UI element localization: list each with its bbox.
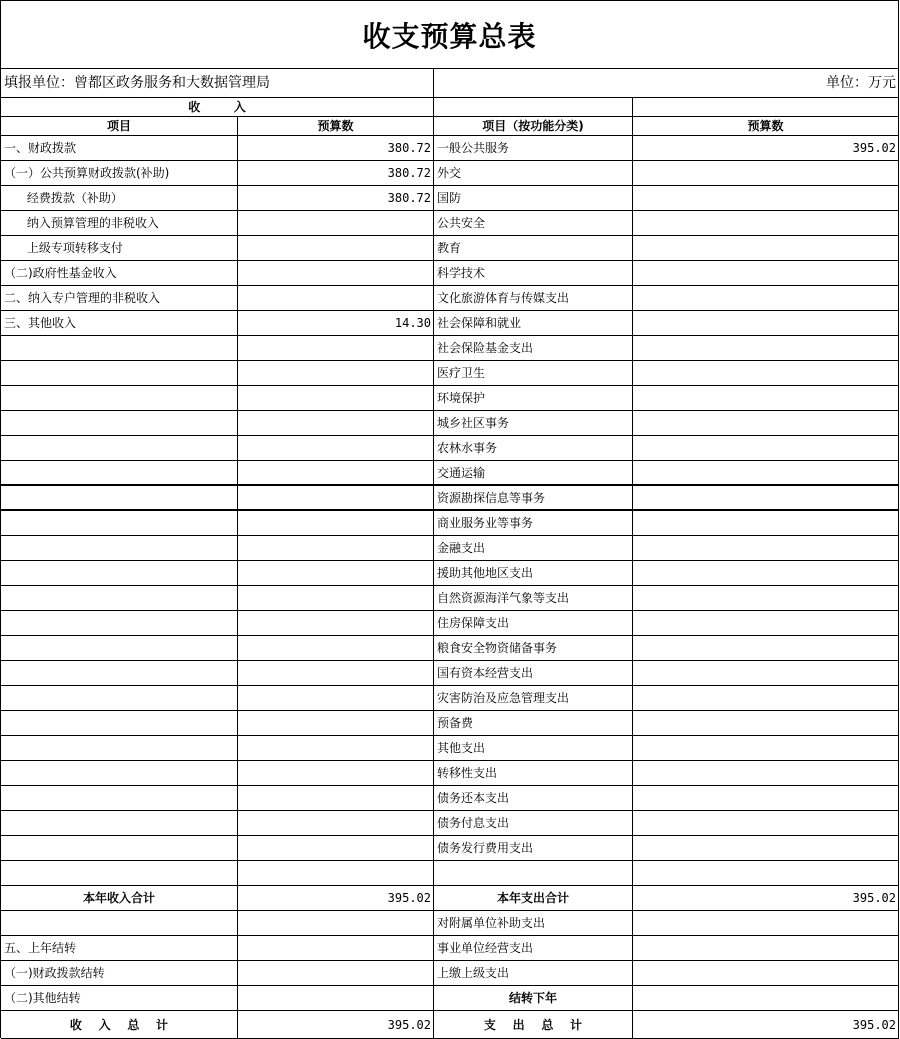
header-expense-item: 项目（按功能分类) — [434, 117, 633, 136]
expense-item-cell: 文化旅游体育与传媒支出 — [434, 286, 633, 311]
income-item-cell — [1, 786, 238, 811]
expense-amount-cell — [633, 386, 899, 411]
income-amount-cell — [238, 386, 434, 411]
expense-amount-cell: 395.02 — [633, 136, 899, 161]
income-amount-cell: 380.72 — [238, 186, 434, 211]
income-amount-cell — [238, 461, 434, 486]
income-amount-cell — [238, 661, 434, 686]
expense-item-cell: 自然资源海洋气象等支出 — [434, 586, 633, 611]
expense-item-cell: 社会保险基金支出 — [434, 336, 633, 361]
income-amount-cell — [238, 586, 434, 611]
income-item-cell: 上级专项转移支付 — [1, 236, 238, 261]
expense-item-cell: 一般公共服务 — [434, 136, 633, 161]
income-amount-cell: 395.02 — [238, 886, 434, 911]
expense-amount-cell — [633, 761, 899, 786]
expense-amount-cell — [633, 161, 899, 186]
expense-amount-cell — [633, 961, 899, 986]
income-amount-cell: 380.72 — [238, 161, 434, 186]
income-item-cell — [1, 336, 238, 361]
expense-amount-cell — [633, 911, 899, 936]
income-item-cell — [1, 611, 238, 636]
income-amount-cell: 395.02 — [238, 1011, 434, 1039]
expense-amount-cell — [633, 711, 899, 736]
expense-item-cell: 科学技术 — [434, 261, 633, 286]
income-amount-cell — [238, 961, 434, 986]
expense-item-cell: 医疗卫生 — [434, 361, 633, 386]
income-amount-cell — [238, 611, 434, 636]
expense-item-cell: 资源勘探信息等事务 — [434, 486, 633, 511]
expense-item-cell: 预备费 — [434, 711, 633, 736]
expense-item-cell: 交通运输 — [434, 461, 633, 486]
header-expense-amount: 预算数 — [633, 117, 899, 136]
blank-header-cell — [434, 98, 633, 117]
income-amount-cell — [238, 986, 434, 1011]
expense-amount-cell — [633, 186, 899, 211]
page-title: 收支预算总表 — [1, 1, 899, 69]
income-amount-cell — [238, 486, 434, 511]
expense-amount-cell — [633, 561, 899, 586]
income-item-cell — [1, 911, 238, 936]
header-income-item: 项目 — [1, 117, 238, 136]
income-amount-cell — [238, 361, 434, 386]
expense-amount-cell — [633, 736, 899, 761]
expense-amount-cell — [633, 336, 899, 361]
income-amount-cell — [238, 836, 434, 861]
expense-amount-cell — [633, 461, 899, 486]
expense-item-cell: 援助其他地区支出 — [434, 561, 633, 586]
income-item-cell: 三、其他收入 — [1, 311, 238, 336]
income-item-cell: （二)其他结转 — [1, 986, 238, 1011]
expense-amount-cell — [633, 936, 899, 961]
expense-amount-cell — [633, 511, 899, 536]
income-item-cell — [1, 686, 238, 711]
income-item-cell: 二、纳入专户管理的非税收入 — [1, 286, 238, 311]
expense-item-cell: 城乡社区事务 — [434, 411, 633, 436]
expense-amount-cell — [633, 661, 899, 686]
income-group-header: 收 入 — [1, 98, 434, 117]
income-amount-cell: 380.72 — [238, 136, 434, 161]
income-item-cell — [1, 861, 238, 886]
expense-item-cell: 环境保护 — [434, 386, 633, 411]
expense-item-cell: 金融支出 — [434, 536, 633, 561]
income-amount-cell — [238, 686, 434, 711]
expense-amount-cell — [633, 611, 899, 636]
income-amount-cell — [238, 211, 434, 236]
income-item-cell — [1, 486, 238, 511]
income-amount-cell — [238, 561, 434, 586]
income-item-cell: 经费拨款（补助） — [1, 186, 238, 211]
expense-amount-cell — [633, 986, 899, 1011]
income-item-cell — [1, 461, 238, 486]
income-item-cell — [1, 836, 238, 861]
expense-amount-cell — [633, 586, 899, 611]
expense-amount-cell — [633, 411, 899, 436]
expense-item-cell: 对附属单位补助支出 — [434, 911, 633, 936]
income-amount-cell — [238, 236, 434, 261]
income-amount-cell — [238, 736, 434, 761]
income-amount-cell — [238, 636, 434, 661]
income-item-cell — [1, 511, 238, 536]
expense-item-cell: 上缴上级支出 — [434, 961, 633, 986]
expense-item-cell: 粮食安全物资储备事务 — [434, 636, 633, 661]
expense-item-cell: 商业服务业等事务 — [434, 511, 633, 536]
expense-item-cell — [434, 861, 633, 886]
expense-item-cell: 债务还本支出 — [434, 786, 633, 811]
expense-amount-cell — [633, 236, 899, 261]
expense-item-cell: 农林水事务 — [434, 436, 633, 461]
income-item-cell: （二)政府性基金收入 — [1, 261, 238, 286]
income-item-cell — [1, 411, 238, 436]
income-item-cell — [1, 561, 238, 586]
income-amount-cell — [238, 861, 434, 886]
income-amount-cell — [238, 411, 434, 436]
income-item-cell — [1, 636, 238, 661]
expense-item-cell: 社会保障和就业 — [434, 311, 633, 336]
expense-amount-cell — [633, 686, 899, 711]
income-item-cell — [1, 386, 238, 411]
expense-item-cell: 支 出 总 计 — [434, 1011, 633, 1039]
income-amount-cell — [238, 336, 434, 361]
income-item-cell — [1, 586, 238, 611]
expense-item-cell: 公共安全 — [434, 211, 633, 236]
expense-amount-cell: 395.02 — [633, 886, 899, 911]
expense-item-cell: 转移性支出 — [434, 761, 633, 786]
reporting-unit: 填报单位：曾都区政务服务和大数据管理局 — [1, 69, 434, 98]
expense-amount-cell — [633, 836, 899, 861]
income-amount-cell — [238, 536, 434, 561]
expense-item-cell: 外交 — [434, 161, 633, 186]
income-amount-cell — [238, 811, 434, 836]
income-amount-cell — [238, 761, 434, 786]
income-item-cell: （一）公共预算财政拨款(补助) — [1, 161, 238, 186]
expense-amount-cell — [633, 811, 899, 836]
income-item-cell: 一、财政拨款 — [1, 136, 238, 161]
income-item-cell: 本年收入合计 — [1, 886, 238, 911]
expense-item-cell: 住房保障支出 — [434, 611, 633, 636]
expense-amount-cell — [633, 286, 899, 311]
income-item-cell — [1, 661, 238, 686]
expense-amount-cell — [633, 211, 899, 236]
expense-amount-cell — [633, 311, 899, 336]
income-amount-cell — [238, 911, 434, 936]
expense-item-cell: 本年支出合计 — [434, 886, 633, 911]
income-amount-cell — [238, 286, 434, 311]
income-item-cell — [1, 436, 238, 461]
income-item-cell — [1, 711, 238, 736]
income-item-cell: （一)财政拨款结转 — [1, 961, 238, 986]
expense-item-cell: 事业单位经营支出 — [434, 936, 633, 961]
expense-amount-cell — [633, 486, 899, 511]
income-item-cell — [1, 811, 238, 836]
expense-amount-cell — [633, 261, 899, 286]
income-amount-cell: 14.30 — [238, 311, 434, 336]
income-amount-cell — [238, 711, 434, 736]
income-amount-cell — [238, 511, 434, 536]
unit-label: 单位：万元 — [434, 69, 899, 98]
income-item-cell — [1, 361, 238, 386]
expense-amount-cell — [633, 436, 899, 461]
income-item-cell: 收 入 总 计 — [1, 1011, 238, 1039]
expense-amount-cell — [633, 361, 899, 386]
expense-item-cell: 教育 — [434, 236, 633, 261]
expense-item-cell: 国有资本经营支出 — [434, 661, 633, 686]
income-amount-cell — [238, 936, 434, 961]
expense-item-cell: 债务发行费用支出 — [434, 836, 633, 861]
income-amount-cell — [238, 436, 434, 461]
header-income-amount: 预算数 — [238, 117, 434, 136]
expense-item-cell: 结转下年 — [434, 986, 633, 1011]
expense-item-cell: 国防 — [434, 186, 633, 211]
income-item-cell: 五、上年结转 — [1, 936, 238, 961]
income-amount-cell — [238, 261, 434, 286]
expense-amount-cell — [633, 786, 899, 811]
expense-amount-cell — [633, 636, 899, 661]
income-item-cell — [1, 736, 238, 761]
blank-header-cell — [633, 98, 899, 117]
income-item-cell — [1, 761, 238, 786]
expense-amount-cell: 395.02 — [633, 1011, 899, 1039]
expense-amount-cell — [633, 536, 899, 561]
expense-item-cell: 灾害防治及应急管理支出 — [434, 686, 633, 711]
expense-item-cell: 债务付息支出 — [434, 811, 633, 836]
income-item-cell — [1, 536, 238, 561]
income-amount-cell — [238, 786, 434, 811]
expense-item-cell: 其他支出 — [434, 736, 633, 761]
income-item-cell: 纳入预算管理的非税收入 — [1, 211, 238, 236]
expense-amount-cell — [633, 861, 899, 886]
